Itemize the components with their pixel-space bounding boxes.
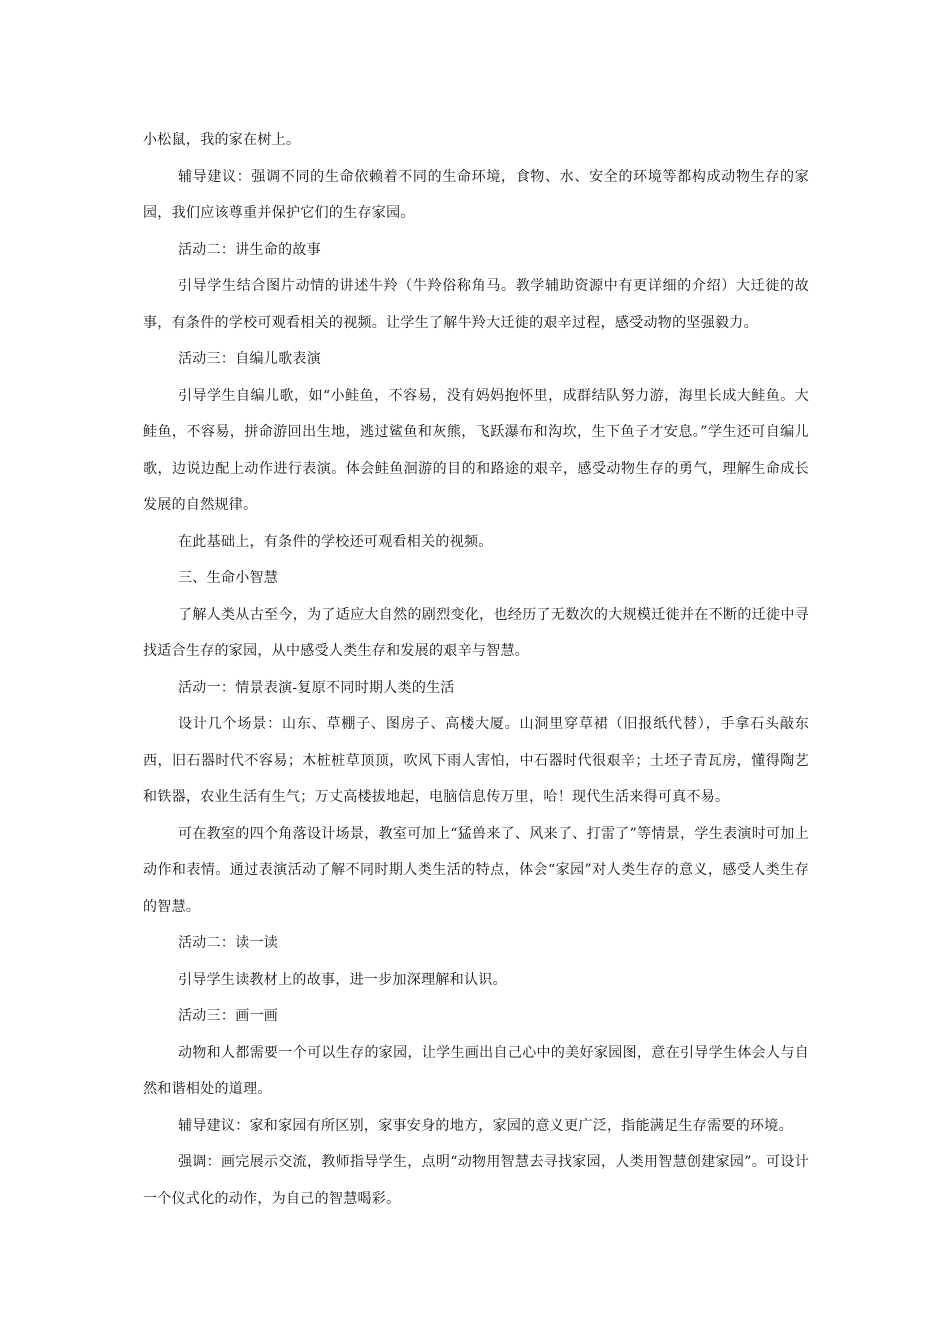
section-heading: 活动二：讲生命的故事	[178, 241, 321, 258]
section-heading: 活动二：读一读	[178, 935, 279, 951]
paragraph: 了解人类从古至今，为了适应大自然的剧烈变化，也经历了无数次的大规模迁徙并在不断的迁徙中寻找适合生存的家园，从中感受人类生存和发展的艰辛与智慧。	[143, 606, 809, 659]
paragraph: 引导学生自编儿歌，如“小鲑鱼，不容易，没有妈妈抱怀里，成群结队努力游，海里长成大鲑鱼。大鲑鱼，不容易，拼命游回出生地，逃过鲨鱼和灰熊，飞跃瀑布和沟坎，生下鱼子才安息。”学生还可自编儿歌，边说边配上动作进行表演。体会鲑鱼洄游的目的和路途的艰辛，感受动物生存的勇气，理解生命成长发展的自然规律。	[143, 387, 809, 513]
section-heading: 活动三：画一画	[178, 1008, 279, 1024]
paragraph: 引导学生结合图片动情的讲述牛羚（牛羚俗称角马。教学辅助资源中有更详细的介绍）大迁徙的故事，有条件的学校可观看相关的视频。让学生了解牛羚大迁徙的艰辛过程，感受动物的坚强毅力。	[143, 278, 809, 331]
section-heading: 三、生命小智慧	[178, 570, 279, 586]
document-body	[143, 122, 809, 1217]
section-heading: 活动三：自编儿歌表演	[178, 351, 321, 367]
paragraph: 动物和人都需要一个可以生存的家园，让学生画出自己心中的美好家园图，意在引导学生体会人与自然和谐相处的道理。	[143, 1044, 809, 1097]
paragraph: 强调：画完展示交流，教师指导学生，点明“动物用智慧去寻找家园，人类用智慧创建家园”。可设计一个仪式化的动作，为自己的智慧喝彩。	[143, 1154, 809, 1207]
paragraph: 引导学生读教材上的故事，进一步加深理解和认识。	[178, 971, 507, 988]
paragraph: 小松鼠，我的家在树上。	[143, 132, 301, 148]
paragraph: 辅导建议：强调不同的生命依赖着不同的生命环境，食物、水、安全的环境等都构成动物生存的家园，我们应该尊重并保护它们的生存家园。	[143, 168, 809, 221]
paragraph: 设计几个场景：山东、草棚子、图房子、高楼大厦。山洞里穿草裙（旧报纸代替），手拿石头敲东西，旧石器时代不容易；木桩桩草顶顶，吹风下雨人害怕，中石器时代很艰辛；土坯子青瓦房，懂得陶艺和铁器，农业生活有生气；万丈高楼拔地起，电脑信息传万里，哈！现代生活来得可真不易。	[143, 716, 809, 805]
paragraph: 辅导建议：家和家园有所区别，家事安身的地方，家园的意义更广泛，指能满足生存需要的环境。	[178, 1117, 793, 1134]
paragraph: 在此基础上，有条件的学校还可观看相关的视频。	[178, 533, 493, 550]
paragraph: 可在教室的四个角落设计场景，教室可加上“猛兽来了、风来了、打雷了”等情景，学生表演时可加上动作和表情。通过表演活动了解不同时期人类生活的特点，体会“家园”对人类生存的意义，感受人类生存的智慧。	[143, 825, 809, 915]
section-heading: 活动一：情景表演-复原不同时期人类的生活	[178, 679, 455, 696]
